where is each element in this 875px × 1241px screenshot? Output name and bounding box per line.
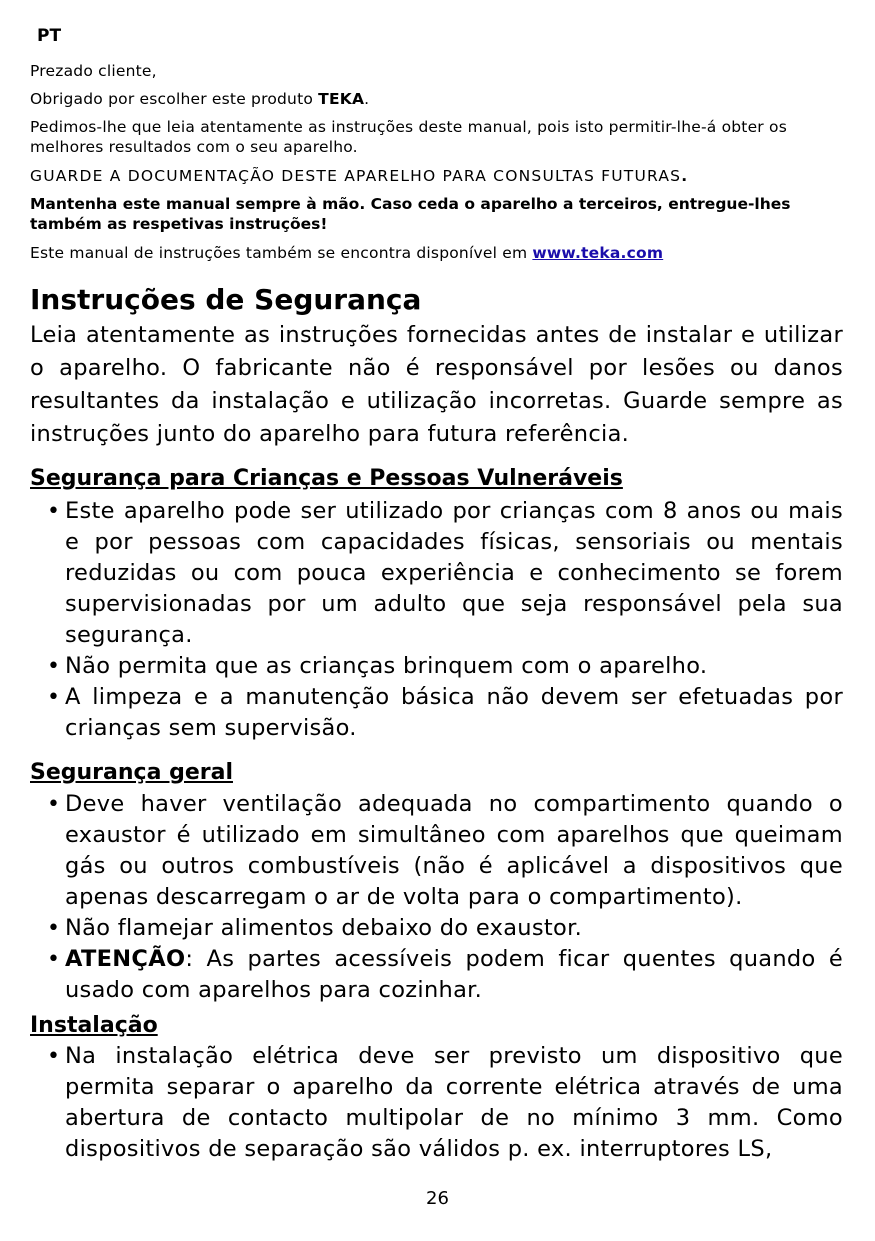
list-item-text: Na instalação elétrica deve ser previsto um dispositivo que permita separar o aparelho da corrente elétrica através de uma abertura de contacto multipolar de no mínimo 3 mm. Como dispositivos de separação são válidos p. ex. interruptores LS, [65,1043,843,1162]
intro-greeting: Prezado cliente, [30,62,157,80]
warning-label: ATENÇÃO [65,946,186,972]
children-section-title: Segurança para Crianças e Pessoas Vulneráveis [30,466,623,491]
list-item [30,913,843,944]
intro-keep-manual: Mantenha este manual sempre à mão. Caso ceda o aparelho a terceiros, entregue-lhes também as respetivas instruções! [30,195,791,233]
warning-text: : As partes acessíveis podem ficar quentes quando é usado com aparelhos para cozinhar. [65,946,843,1003]
teka-website-link[interactable]: www.teka.com [532,244,664,262]
list-item [30,682,843,744]
installation-list [30,1041,843,1165]
list-item-text: Deve haver ventilação adequada no compartimento quando o exaustor é utilizado em simultâneo com aparelhos que queimam gás ou outros combustíveis (não é aplicável a dispositivos que apenas descarregam o ar de volta para o compartimento). [65,791,843,910]
language-label: PT [37,26,62,46]
intro-keep-docs [30,166,820,186]
list-item-text: Não flamejar alimentos debaixo do exaustor. [65,915,583,941]
online-prefix: Este manual de instruções também se encontra disponível em [30,244,533,262]
list-item-text: Este aparelho pode ser utilizado por crianças com 8 anos ou mais e por pessoas com capacidades físicas, sensoriais ou mentais reduzidas ou com pouca experiência e conhecimento se forem supervisionadas por um adulto que seja responsável pela sua segurança. [65,498,843,648]
safety-title: Instruções de Segurança [30,283,422,316]
keep-docs-text: GUARDE A DOCUMENTAÇÃO DESTE APARELHO PARA CONSULTAS FUTURAS [30,167,682,185]
general-list [30,789,843,1006]
children-list [30,496,843,744]
page-number: 26 [426,1188,449,1209]
bullet-icon: • [47,1044,61,1069]
list-item [30,496,843,651]
intro-thanks-prefix: Obrigado por escolher este produto [30,90,319,108]
bullet-icon: • [47,654,61,679]
list-item [30,789,843,913]
general-section-title: Segurança geral [30,760,233,785]
bullet-icon: • [47,792,61,817]
brand-name: TEKA [318,90,365,108]
installation-section-title: Instalação [30,1013,158,1038]
list-item-text: Não permita que as crianças brinquem com o aparelho. [65,653,708,679]
intro-thanks [30,89,820,109]
list-item-text: A limpeza e a manutenção básica não devem ser efetuadas por crianças sem supervisão. [65,684,843,741]
list-item [30,944,843,1006]
safety-paragraph: Leia atentamente as instruções fornecidas antes de instalar e utilizar o aparelho. O fabricante não é responsável por lesões ou danos resultantes da instalação e utilização incorretas. Guarde sempre as instruções junto do aparelho para futura referência. [30,322,843,447]
bullet-icon: • [47,499,61,524]
bullet-icon: • [47,685,61,710]
intro-online [30,243,820,263]
intro-request: Pedimos-lhe que leia atentamente as instruções deste manual, pois isto permitir-lhe-á obter os melhores resultados com o seu aparelho. [30,118,787,156]
bullet-icon: • [47,916,61,941]
intro-thanks-suffix: . [364,90,370,108]
list-item [30,1041,843,1165]
list-item [30,651,843,682]
keep-docs-dot: . [681,167,689,185]
bullet-icon: • [47,947,61,972]
